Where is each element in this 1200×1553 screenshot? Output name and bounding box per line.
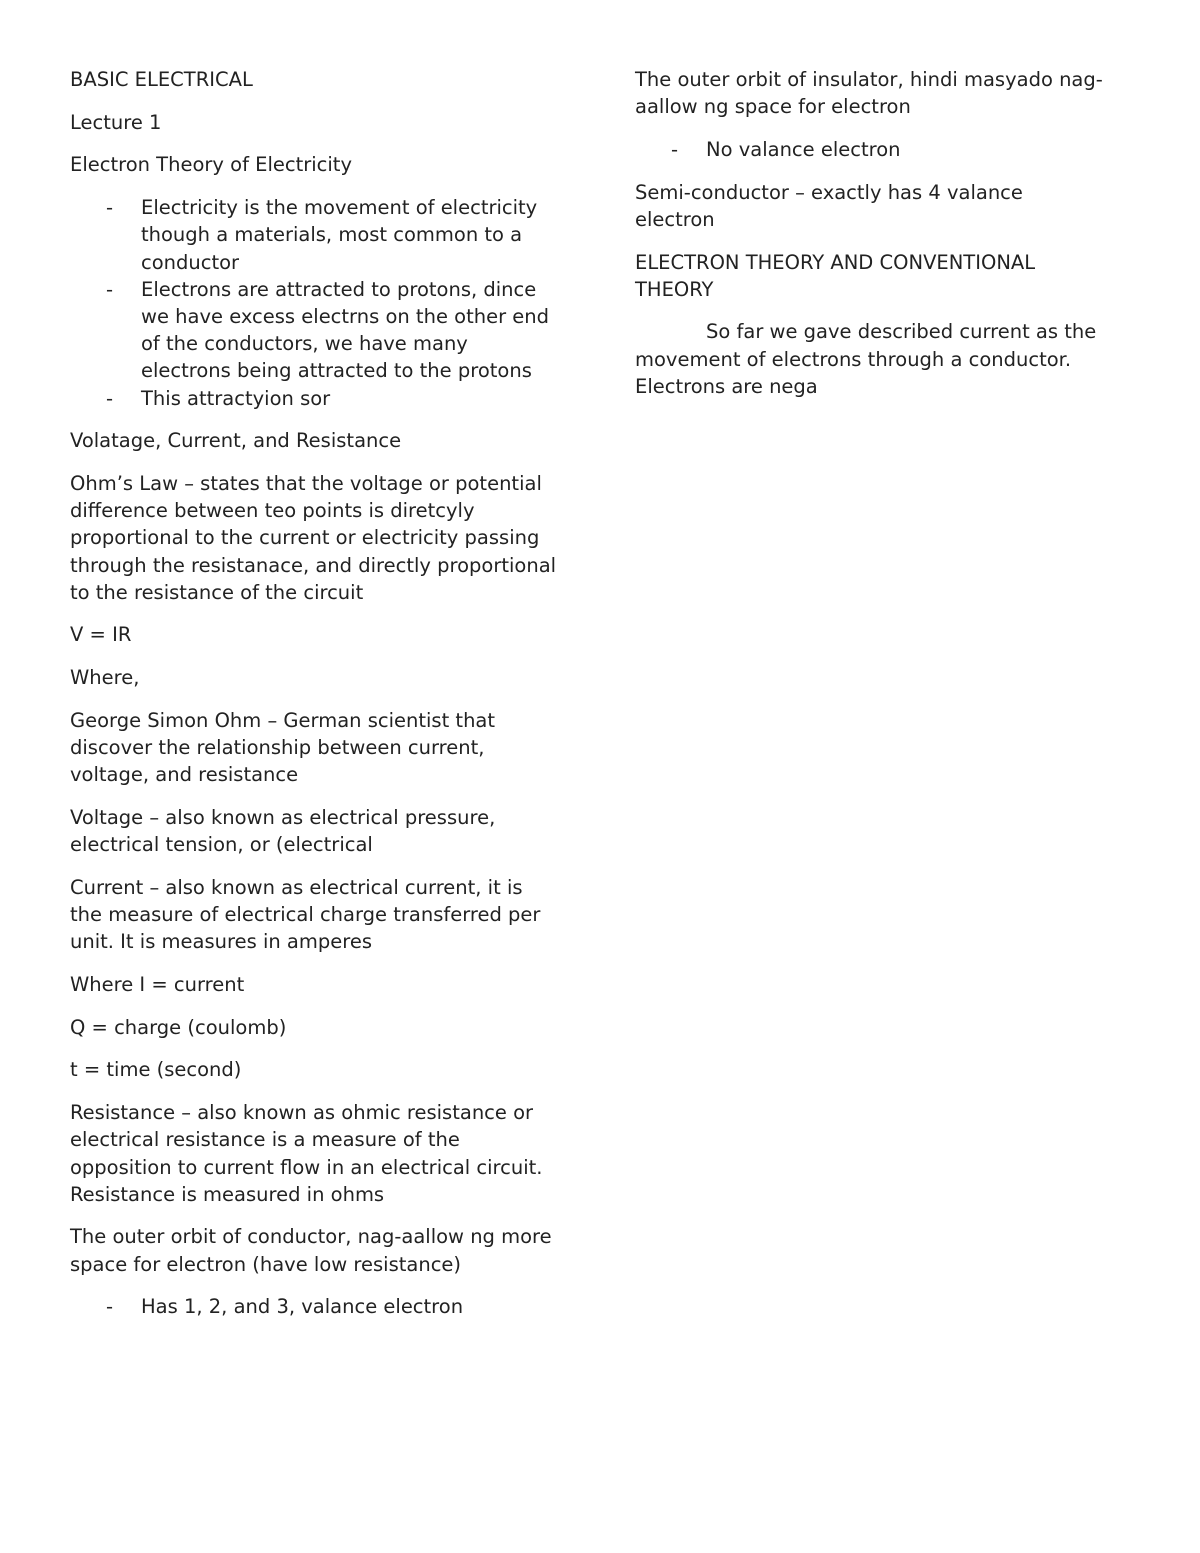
list-item (70, 194, 560, 276)
section-heading-electron-conventional-theory: ELECTRON THEORY AND CONVENTIONAL THEORY (635, 250, 1036, 301)
bullet-dash: - (106, 386, 114, 410)
resistance-paragraph: Resistance – also known as ohmic resistance or electrical resistance is a measure of the opposition to current flow in an electrical circuit. Resistance is measured in ohms (70, 1101, 543, 1206)
list-item (635, 136, 1105, 163)
insulator-bullets (635, 136, 1105, 163)
where-label: Where, (70, 666, 140, 690)
list-item (70, 276, 560, 385)
conductor-bullets (70, 1293, 560, 1320)
bullet-text: Electrons are attracted to protons, dince we have excess electrns on the other end of the conductors, we have many electrons being attracted to the protons (141, 277, 550, 383)
bullet-text: This attractyion sor (141, 386, 331, 410)
bullet-text: Electricity is the movement of electricity though a materials, most common to a conductor (141, 196, 538, 274)
section-heading-electron-theory: Electron Theory of Electricity (70, 153, 352, 177)
voltage-paragraph: Voltage – also known as electrical pressure, electrical tension, or (electrical (70, 805, 496, 857)
list-item (70, 1293, 560, 1320)
bullet-text: No valance electron (706, 137, 901, 161)
t-time: t = time (second) (70, 1058, 242, 1082)
where-i-current: Where I = current (70, 972, 245, 996)
q-charge: Q = charge (coulomb) (70, 1015, 287, 1039)
conductor-orbit-paragraph: The outer orbit of conductor, nag-aallow ng more space for electron (have low resistance) (70, 1225, 552, 1276)
bullet-dash: - (106, 1295, 114, 1319)
bullet-text: Has 1, 2, and 3, valance electron (141, 1295, 464, 1319)
insulator-orbit-paragraph: The outer orbit of insulator, hindi masyado nag-aallow ng space for electron (635, 68, 1103, 119)
document-title: BASIC ELECTRICAL (70, 68, 253, 91)
semiconductor-paragraph: Semi-conductor – exactly has 4 valance electron (635, 180, 1023, 231)
bullet-dash: - (671, 137, 679, 161)
theory-paragraph: So far we gave described current as the movement of electrons through a conductor. Electrons are nega (635, 320, 1097, 398)
bullet-dash: - (106, 277, 114, 301)
bullet-dash: - (106, 196, 114, 220)
section-heading-vcr: Volatage, Current, and Resistance (70, 429, 402, 453)
current-paragraph: Current – also known as electrical current, it is the measure of electrical charge transferred per unit. It is measures in amperes (70, 875, 541, 954)
lecture-label: Lecture 1 (70, 110, 162, 134)
ohms-law-formula: V = IR (70, 623, 132, 647)
george-ohm-paragraph: George Simon Ohm – German scientist that discover the relationship between current, voltage, and resistance (70, 708, 496, 787)
ohms-law-paragraph: Ohm’s Law – states that the voltage or potential difference between teo points is diretcyly proportional to the current or electricity passing through the resistanace, and directly proportional to the resistance of the circuit (70, 471, 557, 604)
list-item (70, 385, 560, 412)
right-column (635, 66, 1105, 416)
left-column (70, 66, 560, 1336)
electron-theory-bullets (70, 194, 560, 412)
